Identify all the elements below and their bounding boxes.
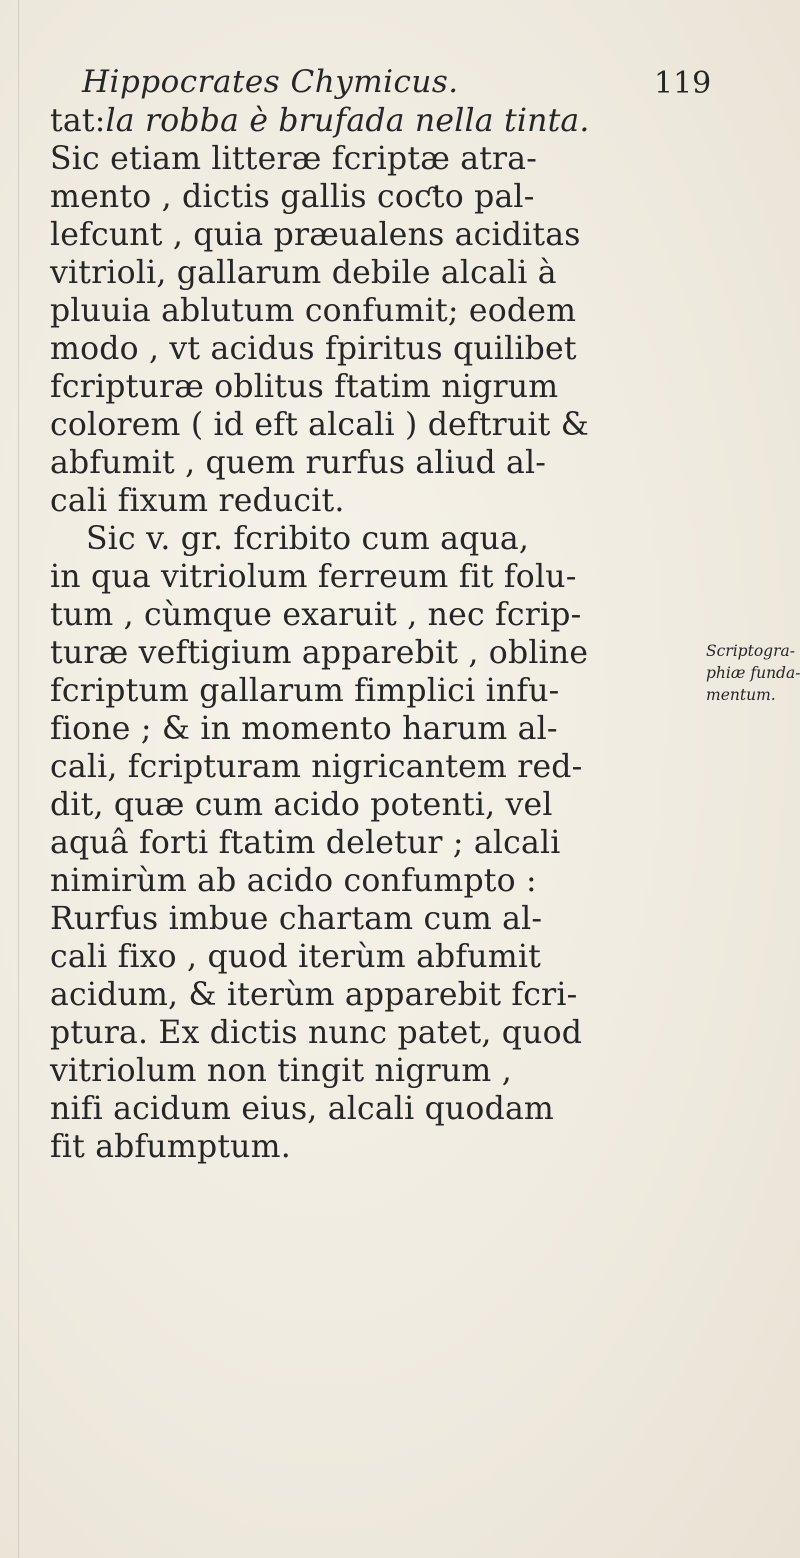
text-line: mento , dictis gallis coƈto pal- xyxy=(50,179,535,215)
margin-note-line: phiæ funda- xyxy=(706,664,800,682)
text-line: aquâ forti ftatim deletur ; alcali xyxy=(50,825,561,861)
text-line: lefcunt , quia præualens aciditas xyxy=(50,217,581,253)
page-edge xyxy=(18,0,19,1558)
page-header xyxy=(82,64,712,104)
text-line: vitriolum non tingit nigrum , xyxy=(50,1053,512,1089)
italic-phrase: la robba è brufada nella tinta. xyxy=(105,103,590,139)
text-line: turæ veftigium apparebit , obline xyxy=(50,635,589,671)
text-line: modo , vt acidus fpiritus quilibet xyxy=(50,331,577,367)
text-line: in qua vitriolum ferreum fit folu- xyxy=(50,559,577,595)
text-line: fione ; & in momento harum al- xyxy=(50,711,558,747)
text-line: nimirùm ab acido confumpto : xyxy=(50,863,537,899)
text-line: cali fixo , quod iterùm abfumit xyxy=(50,939,541,975)
text-line: acidum, & iterùm apparebit fcri- xyxy=(50,977,578,1013)
running-head: Hippocrates Chymicus. xyxy=(82,64,459,100)
text-line xyxy=(50,104,650,138)
margin-note xyxy=(706,640,798,706)
text-fragment: tat: xyxy=(50,103,106,139)
text-line: colorem ( id eft alcali ) deftruit & xyxy=(50,407,589,443)
margin-note-line: Scriptogra- xyxy=(706,642,795,660)
text-line: Sic v. gr. fcribito cum aqua, xyxy=(86,521,530,557)
text-line: cali, fcripturam nigricantem red- xyxy=(50,749,583,785)
text-line: fit abfumptum. xyxy=(50,1129,291,1165)
text-line: fcripturæ oblitus ftatim nigrum xyxy=(50,369,559,405)
text-line: vitrioli, gallarum debile alcali à xyxy=(50,255,557,291)
text-line: dit, quæ cum acido potenti, vel xyxy=(50,787,553,823)
text-line: Rurfus imbue chartam cum al- xyxy=(50,901,543,937)
text-line: fcriptum gallarum fimplici infu- xyxy=(50,673,560,709)
text-line: ptura. Ex dictis nunc patet, quod xyxy=(50,1015,583,1051)
text-line: abfumit , quem rurfus aliud al- xyxy=(50,445,547,481)
page-number: 119 xyxy=(654,66,712,101)
text-line: Sic etiam litteræ fcriptæ atra- xyxy=(50,141,538,177)
margin-note-line: mentum. xyxy=(706,686,776,704)
text-line: nifi acidum eius, alcali quodam xyxy=(50,1091,555,1127)
text-line: cali fixum reducit. xyxy=(50,483,345,519)
text-line: pluuia ablutum confumit; eodem xyxy=(50,293,577,329)
text-line: tum , cùmque exaruit , nec fcrip- xyxy=(50,597,582,633)
